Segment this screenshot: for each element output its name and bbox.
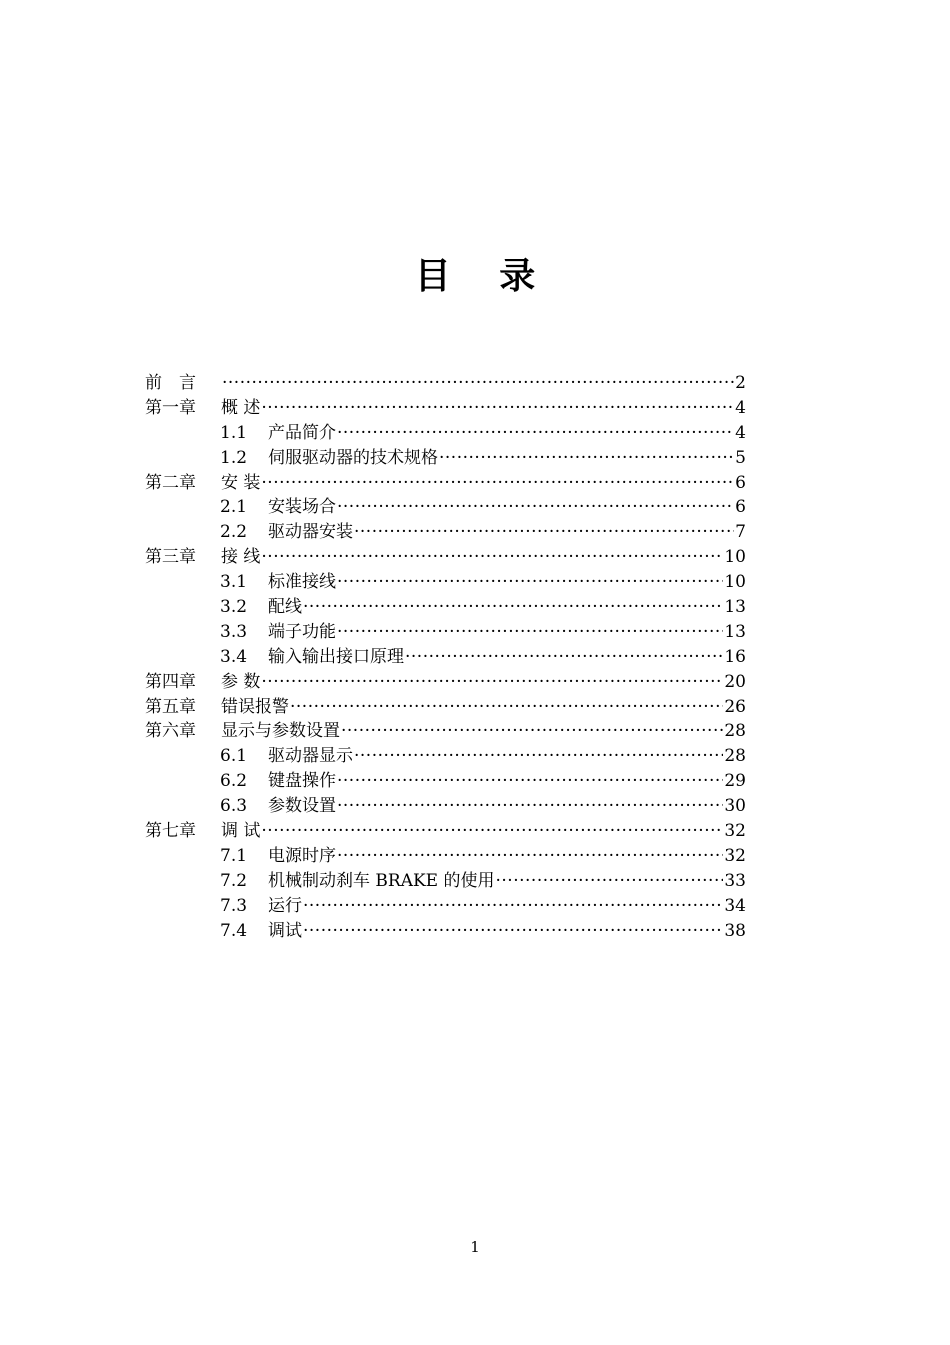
toc-chapter-entry[interactable]: [145, 371, 746, 396]
toc-page-number: 2: [735, 373, 746, 393]
toc-entry-title: 参数设置: [268, 796, 336, 817]
toc-dot-leader: [261, 670, 723, 695]
toc-page-number: 13: [724, 597, 746, 618]
toc-entry-label: [145, 645, 404, 670]
table-of-contents: [145, 371, 746, 943]
toc-entry-label: [145, 545, 260, 570]
toc-dot-leader: [290, 695, 723, 720]
toc-section-entry[interactable]: [145, 446, 746, 471]
toc-dot-leader: [303, 919, 723, 944]
toc-entry-title: 运行: [268, 895, 302, 916]
toc-dot-leader: [337, 844, 723, 869]
toc-dot-leader: [337, 620, 723, 645]
toc-entry-label: [145, 421, 336, 446]
toc-dot-leader: [261, 819, 723, 844]
toc-entry-label: [145, 446, 438, 471]
toc-page-number: 10: [724, 572, 746, 593]
toc-chapter-entry[interactable]: [145, 471, 746, 496]
toc-chapter-entry[interactable]: [145, 819, 746, 844]
toc-entry-label: [145, 894, 302, 919]
toc-dot-leader: [222, 371, 734, 396]
toc-entry-label: [145, 819, 260, 844]
toc-section-entry[interactable]: [145, 645, 746, 670]
toc-entry-label: [145, 471, 260, 496]
toc-entry-title: 机械制动刹车 BRAKE 的使用: [268, 870, 495, 891]
toc-chapter-number: 第四章: [145, 671, 196, 692]
toc-dot-leader: [496, 869, 724, 894]
toc-section-entry[interactable]: [145, 570, 746, 595]
toc-section-entry[interactable]: [145, 744, 746, 769]
toc-chapter-number: 前 言: [145, 373, 196, 393]
toc-section-number: 1.1: [220, 422, 248, 443]
toc-dot-leader: [354, 520, 734, 545]
toc-section-number: 7.3: [220, 895, 248, 916]
toc-chapter-entry[interactable]: [145, 695, 746, 720]
toc-page-number: 26: [724, 696, 746, 717]
toc-section-entry[interactable]: [145, 919, 746, 944]
toc-entry-label: [145, 844, 336, 869]
toc-section-number: 3.4: [220, 646, 248, 667]
toc-page-number: 6: [735, 472, 746, 493]
toc-dot-leader: [337, 570, 723, 595]
toc-page-number: 28: [724, 721, 746, 742]
toc-section-number: 7.4: [220, 920, 248, 941]
toc-entry-title: 产品简介: [268, 422, 336, 443]
toc-entry-label: [145, 371, 221, 396]
toc-page-number: 16: [724, 646, 746, 667]
toc-entry-label: [145, 520, 353, 545]
toc-page-number: 28: [724, 746, 746, 767]
page-number: 1: [470, 1238, 480, 1256]
toc-entry-label: [145, 919, 302, 944]
page-title: 目 录: [414, 256, 554, 297]
toc-section-entry[interactable]: [145, 869, 746, 894]
toc-entry-title: 电源时序: [268, 845, 336, 866]
toc-entry-label: [145, 620, 336, 645]
toc-dot-leader: [337, 769, 723, 794]
toc-entry-title: 输入输出接口原理: [268, 646, 404, 667]
toc-entry-label: [145, 744, 353, 769]
toc-entry-label: [145, 769, 336, 794]
toc-entry-title: 驱动器安装: [268, 522, 353, 543]
toc-page-number: 6: [735, 497, 746, 518]
toc-page-number: 13: [724, 621, 746, 642]
toc-page-number: 20: [724, 671, 746, 692]
toc-dot-leader: [337, 495, 734, 520]
toc-entry-title: 端子功能: [268, 621, 336, 642]
toc-dot-leader: [303, 595, 723, 620]
toc-entry-label: [145, 570, 336, 595]
toc-section-number: 7.1: [220, 845, 248, 866]
toc-section-number: 3.2: [220, 597, 248, 618]
toc-chapter-entry[interactable]: [145, 396, 746, 421]
toc-entry-label: [145, 495, 336, 520]
toc-dot-leader: [354, 744, 723, 769]
toc-section-number: 7.2: [220, 870, 248, 891]
toc-entry-label: [145, 794, 336, 819]
toc-section-entry[interactable]: [145, 794, 746, 819]
toc-section-entry[interactable]: [145, 495, 746, 520]
toc-page-number: 7: [735, 522, 746, 543]
toc-entry-title: 错误报警: [221, 696, 289, 717]
toc-entry-title: 概 述: [221, 397, 261, 418]
toc-entry-title: 参 数: [221, 671, 261, 692]
toc-section-number: 1.2: [220, 447, 248, 468]
toc-dot-leader: [261, 471, 734, 496]
toc-chapter-entry[interactable]: [145, 545, 746, 570]
toc-section-entry[interactable]: [145, 520, 746, 545]
toc-entry-label: [145, 719, 340, 744]
toc-section-number: 2.2: [220, 522, 248, 543]
toc-dot-leader: [405, 645, 723, 670]
toc-entry-title: 伺服驱动器的技术规格: [268, 447, 438, 468]
toc-section-number: 6.3: [220, 796, 248, 817]
toc-section-number: 3.1: [220, 572, 248, 593]
toc-chapter-entry[interactable]: [145, 719, 746, 744]
toc-page-number: 33: [724, 870, 746, 891]
toc-section-number: 2.1: [220, 497, 248, 518]
toc-section-number: 6.1: [220, 746, 248, 767]
toc-entry-label: [145, 396, 260, 421]
toc-entry-title: 驱动器显示: [268, 746, 353, 767]
toc-entry-title: 配线: [268, 597, 302, 618]
toc-section-number: 6.2: [220, 771, 248, 792]
toc-dot-leader: [341, 719, 723, 744]
toc-chapter-number: 第二章: [145, 472, 196, 493]
toc-section-entry[interactable]: [145, 769, 746, 794]
toc-entry-title: 安 装: [221, 472, 261, 493]
toc-dot-leader: [337, 421, 734, 446]
toc-entry-title: 接 线: [221, 547, 261, 568]
toc-page-number: 5: [735, 447, 746, 468]
toc-dot-leader: [261, 545, 723, 570]
toc-entry-title: 调试: [268, 920, 302, 941]
toc-chapter-number: 第六章: [145, 721, 196, 742]
toc-section-entry[interactable]: [145, 421, 746, 446]
toc-entry-label: [145, 695, 289, 720]
toc-entry-label: [145, 869, 495, 894]
toc-page-number: 32: [724, 845, 746, 866]
toc-dot-leader: [303, 894, 723, 919]
toc-page-number: 30: [724, 796, 746, 817]
toc-entry-title: 安装场合: [268, 497, 336, 518]
toc-section-entry[interactable]: [145, 595, 746, 620]
toc-entry-label: [145, 595, 302, 620]
toc-page-number: 4: [735, 422, 746, 443]
toc-chapter-entry[interactable]: [145, 670, 746, 695]
toc-section-entry[interactable]: [145, 894, 746, 919]
toc-entry-title: 显示与参数设置: [221, 721, 340, 742]
toc-page-number: 29: [724, 771, 746, 792]
toc-page-number: 32: [724, 821, 746, 842]
toc-section-number: 3.3: [220, 621, 248, 642]
toc-page-number: 38: [724, 920, 746, 941]
toc-page-number: 4: [735, 397, 746, 418]
toc-entry-title: 标准接线: [268, 572, 336, 593]
toc-dot-leader: [337, 794, 723, 819]
toc-chapter-number: 第五章: [145, 696, 196, 717]
toc-entry-title: 键盘操作: [268, 771, 336, 792]
toc-chapter-number: 第一章: [145, 397, 196, 418]
toc-section-entry[interactable]: [145, 844, 746, 869]
toc-dot-leader: [261, 396, 734, 421]
toc-entry-label: [145, 670, 260, 695]
toc-chapter-number: 第三章: [145, 547, 196, 568]
toc-section-entry[interactable]: [145, 620, 746, 645]
toc-dot-leader: [439, 446, 734, 471]
toc-entry-title: 调 试: [221, 821, 261, 842]
toc-page-number: 10: [724, 547, 746, 568]
toc-page-number: 34: [724, 895, 746, 916]
toc-chapter-number: 第七章: [145, 821, 196, 842]
